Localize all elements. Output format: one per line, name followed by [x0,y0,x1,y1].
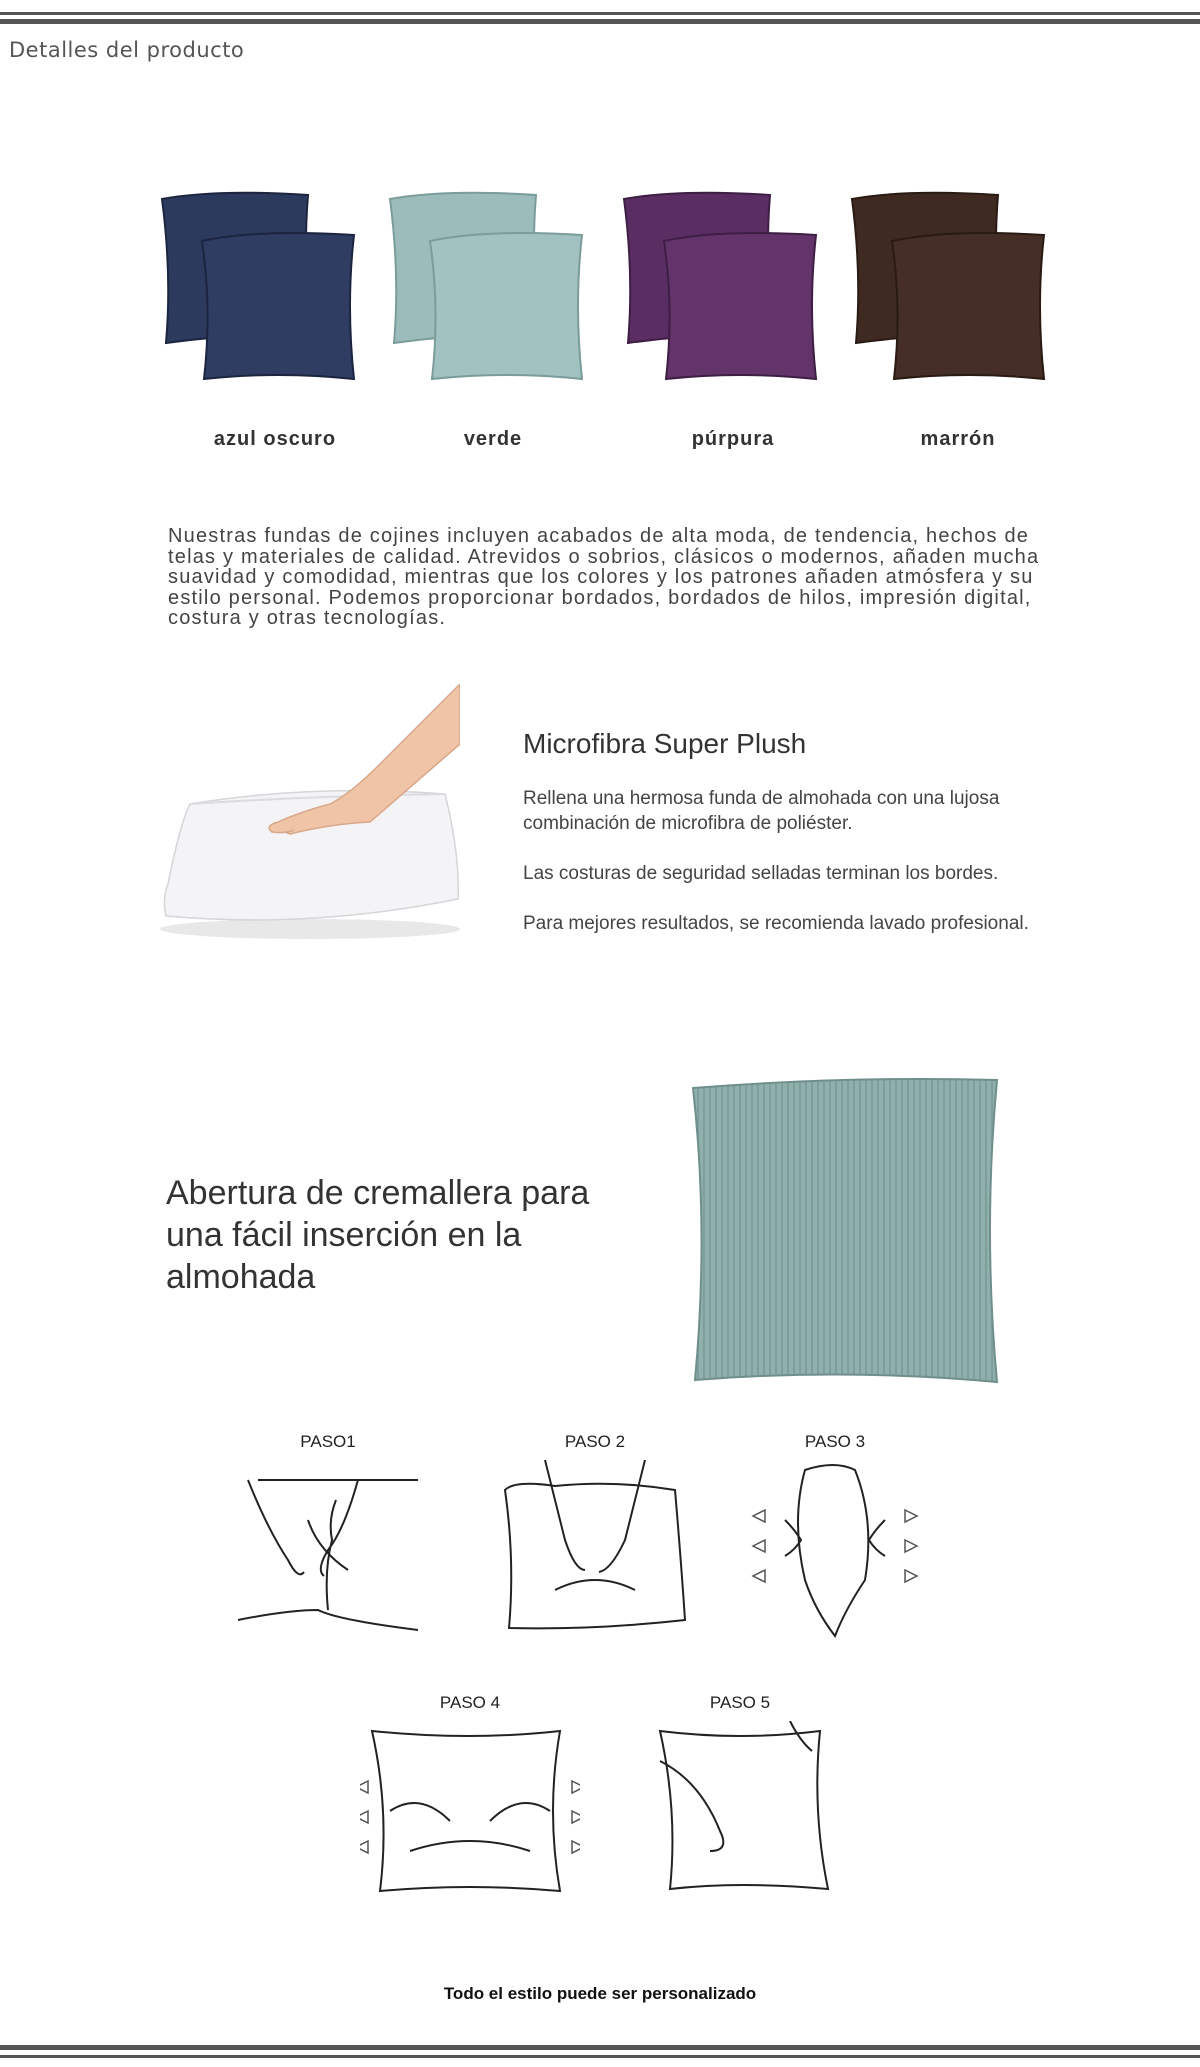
step-2-illustration [495,1460,695,1640]
feature-paragraph-1: Rellena una hermosa funda de almohada con una lujosa combinación de microfibra de poliéster. [523,788,1000,834]
product-description: Nuestras fundas de cojines incluyen acabados de alta moda, de tendencia, hechos de telas y materiales de calidad. Atrevidos o sobrios, clásicos o modernos, añaden mucha suavidad y comodidad, mientras que los colores y los patrones añaden atmósfera y su estilo personal. Podemos proporcionar bordados, bordados de hilos, impresión digital, costura y otras tecnologías. [168,525,1040,629]
zipper-title: Abertura de cremallera para una fácil inserción en la almohada [166,1174,590,1296]
feature-paragraph-2: Las costuras de seguridad selladas terminan los bordes. [523,863,999,884]
step-3 [745,1432,925,1640]
color-label-verde: verde [463,428,523,450]
feature-title: Microfibra Super Plush [523,728,807,759]
step-4 [360,1693,580,1901]
pillow-pair-purpura [620,185,820,385]
bottom-rule-thick [0,2045,1200,2050]
step-1 [228,1432,428,1640]
bottom-rule-thin [0,2055,1200,2058]
step-5-illustration [640,1721,840,1901]
footer-text: Todo el estilo puede ser personalizado [443,1984,757,2003]
corduroy-pillow-image [685,1070,1005,1390]
step-2 [495,1432,695,1640]
step-label: PASO1 [300,1432,356,1451]
step-1-illustration [228,1460,428,1640]
step-3-illustration [745,1460,925,1640]
step-4-illustration [360,1721,580,1901]
top-rule-thick [0,19,1200,24]
feature-paragraph-3: Para mejores resultados, se recomienda lavado profesional. [523,913,1029,934]
pillow-pair-azul-oscuro [158,185,358,385]
color-label-marron: marrón [920,428,996,450]
page-title: Detalles del producto [9,38,245,62]
step-label: PASO 4 [439,1693,501,1712]
color-label-azul-oscuro: azul oscuro [213,428,337,450]
color-label-purpura: púrpura [691,428,775,450]
step-label: PASO 2 [564,1432,626,1451]
step-label: PASO 5 [709,1693,771,1712]
pillow-pair-marron [848,185,1048,385]
top-rule-thin [0,12,1200,15]
pillow-insert-image [160,684,460,944]
step-label: PASO 3 [804,1432,866,1451]
step-5 [640,1693,840,1901]
pillow-pair-verde [386,185,586,385]
